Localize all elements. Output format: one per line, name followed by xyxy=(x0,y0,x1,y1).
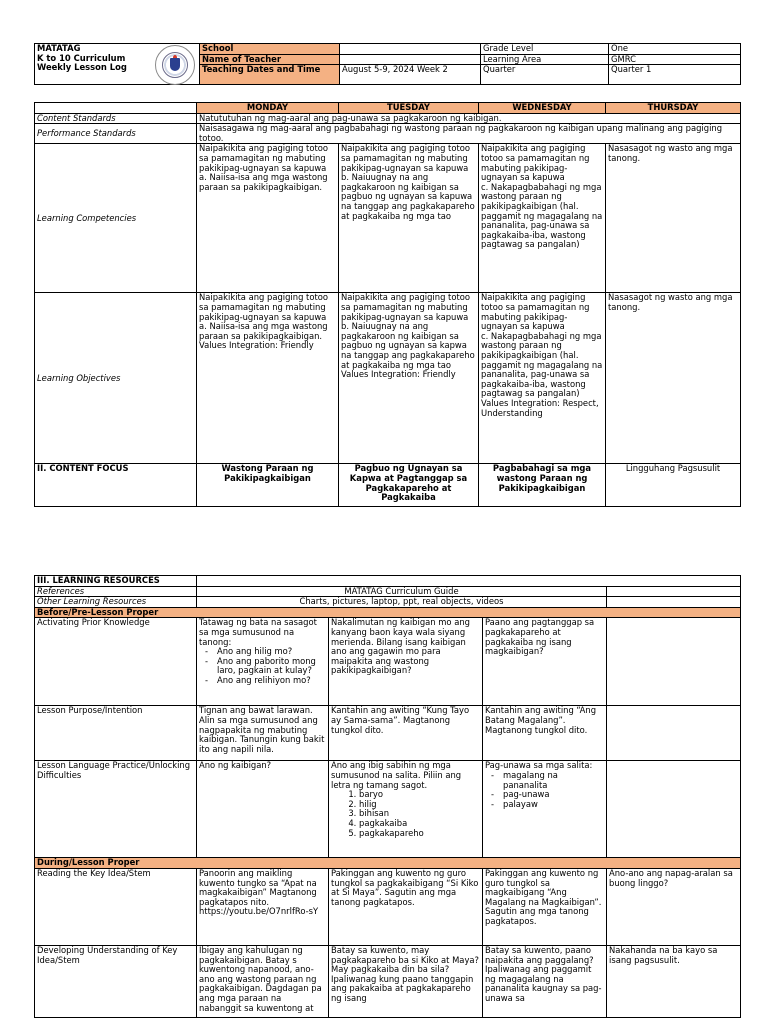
purpose-monday: Tignan ang bawat larawan. Alin sa mga sumusunod ang nagpapakita ng mabuting kaibigan. Tanungin kung bakit ito ang napili nila. xyxy=(197,706,329,761)
competencies-label: Learning Competencies xyxy=(35,144,197,293)
references-label: References xyxy=(35,586,197,597)
language-tuesday xyxy=(329,761,483,858)
other-resources-value: Charts, pictures, laptop, ppt, real objects, videos xyxy=(197,597,607,608)
content-standards-label: Content Standards xyxy=(35,113,197,124)
activating-wednesday: Paano ang pagtanggap sa pagkakapareho at pagkakaiba ng isang magkaibigan? xyxy=(483,618,607,706)
competencies-tuesday: Naipakikita ang pagiging totoo sa pamamagitan ng mabuting pakikipag-ugnayan sa kapuwa b. Naiuugnay na ang pagkakaroon ng kaibigan sa pagbuo ng ugnayan sa kapuwa na tanggap ang pagkakapareho at pagkakaiba ng mga tao xyxy=(339,144,479,293)
purpose-tuesday: Kantahin ang awiting “Kung Tayo ay Sama-sama”. Magtanong tungkol dito. xyxy=(329,706,483,761)
day-header-monday: MONDAY xyxy=(197,103,339,114)
language-wednesday xyxy=(483,761,607,858)
resources-section-title: III. LEARNING RESOURCES xyxy=(35,576,197,587)
objectives-tuesday: Naipakikita ang pagiging totoo sa pamamagitan ng mabuting pakikipag-ugnayan sa kapuwa b. Naiuugnay na ang pagkakaroon ng kaibigan sa pagbuo ng ugnayan sa kapwa na tanggap ang pagkakapareho at pagkakaiba ng mga tao Values Integration: Friendly xyxy=(339,293,479,464)
activating-monday-intro: Tatawag ng bata na sasagot sa mga sumusunod na tanong: xyxy=(199,617,317,647)
dates-label: Teaching Dates and Time xyxy=(200,65,340,85)
procedures-table xyxy=(34,575,741,1018)
content-focus-wednesday: Pagbabahagi sa mga wastong Paraan ng Pakikipagkaibigan xyxy=(479,464,606,507)
developing-tuesday: Batay sa kuwento, may pagkakapareho ba si Kiko at Maya? May pagkakaiba din ba sila? Ipaliwanag kung paano tanggapin ang pakakaiba at pagkakapareho ng isang xyxy=(329,945,483,1017)
activating-tuesday: Nakalimutan ng kaibigan mo ang kanyang baon kaya wala siyang merienda. Bilang isang kaibigan ano ang gagawin mo para maipakita ang wastong pakikipagkaibigan? xyxy=(329,618,483,706)
developing-wednesday: Batay sa kuwento, paano naipakita ang paggalang? Ipaliwanag ang paggamit ng magagalang na pananalita kaugnay sa pag-unawa sa xyxy=(483,945,607,1017)
content-standards-text: Natututuhan ng mag-aaral ang pag-unawa sa pagkakaroon ng kaibigan. xyxy=(197,113,741,124)
purpose-thursday xyxy=(607,706,741,761)
list-item: 4. pagkakaiba xyxy=(359,819,480,829)
competencies-thursday: Nasasagot ng wasto ang mga tanong. xyxy=(606,144,741,293)
content-focus-tuesday: Pagbuo ng Ugnayan sa Kapwa at Pagtanggap sa Pagkakapareho at Pagkakaiba xyxy=(339,464,479,507)
day-header-wednesday: WEDNESDAY xyxy=(479,103,606,114)
header-table xyxy=(34,43,741,85)
quarter-value: Quarter 1 xyxy=(609,65,741,85)
during-lesson-section: During/Lesson Proper xyxy=(35,858,741,869)
quarter-label: Quarter xyxy=(481,65,609,85)
purpose-wednesday: Kantahin ang awiting “Ang Batang Magalang”. Magtanong tungkol dito. xyxy=(483,706,607,761)
deped-seal-icon xyxy=(155,45,195,85)
day-header-tuesday: TUESDAY xyxy=(339,103,479,114)
dates-value: August 5-9, 2024 Week 2 xyxy=(340,65,481,85)
activating-label: Activating Prior Knowledge xyxy=(35,618,197,706)
day-header-thursday: THURSDAY xyxy=(606,103,741,114)
learning-area-value: GMRC xyxy=(609,54,741,65)
list-item: - palayaw xyxy=(503,800,604,810)
list-item: 1. baryo xyxy=(359,790,480,800)
reading-wednesday: Pakinggan ang kuwento ng guro tungkol sa magkaibigang “Ang Magalang na Magkaibigan”. Sagutin ang mga tanong pagkatapos. xyxy=(483,868,607,945)
learning-area-label: Learning Area xyxy=(481,54,609,65)
school-value xyxy=(340,44,481,55)
reading-tuesday: Pakinggan ang kuwento ng guro tungkol sa pagkakaibigang “Si Kiko at Si Maya”. Sagutin ang mga tanong pagkatapos. xyxy=(329,868,483,945)
developing-monday: Ibigay ang kahulugan ng pagkakaibigan. Batay s kuwentong napanood, ano-ano ang wastong paraan ng pagkakaibigan. Dagdagan pa ang mga paraan na nabanggit sa kuwentong at xyxy=(197,945,329,1017)
language-thursday xyxy=(607,761,741,858)
developing-label: Developing Understanding of Key Idea/Stem xyxy=(35,945,197,1017)
performance-standards-label: Performance Standards xyxy=(35,124,197,144)
other-resources-thursday xyxy=(607,597,741,608)
teacher-value xyxy=(340,54,481,65)
corner-cell xyxy=(35,103,197,114)
language-tuesday-list xyxy=(331,790,480,838)
activating-monday-list xyxy=(199,647,326,685)
content-focus-monday: Wastong Paraan ng Pakikipagkaibigan xyxy=(197,464,339,507)
language-wednesday-intro: Pag-unawa sa mga salita: xyxy=(485,760,593,771)
objectives-monday: Naipakikita ang pagiging totoo sa pamamagitan ng mabuting pakikipag-ugnayan sa kapuwa a. Naiisa-isa ang mga wastong paraan sa pakikipagkaibigan. Values Integration: Friendly xyxy=(197,293,339,464)
objectives-wednesday: Naipakikita ang pagiging totoo sa pamamagitan ng mabuting pakikipag-ugnayan sa kapuwa c. Nakapagbabahagi ng mga wastong paraan ng pakikipagkaibigan (hal. paggamit ng magagalang na pananalita, pag-unawa sa pagkakaiba-iba, wastong pagtawag sa pangalan) Values Integration: Respect, Understanding xyxy=(479,293,606,464)
competencies-monday: Naipakikita ang pagiging totoo sa pamamagitan ng mabuting pakikipag-ugnayan sa kapuwa a. Naiisa-isa ang mga wastong paraan sa pakikipagkaibigan. xyxy=(197,144,339,293)
performance-standards-text: Naisasagawa ng mag-aaral ang pagbabahagi ng wastong paraan ng pagkakaroon ng kaibigan upang malinang ang pagiging totoo. xyxy=(197,124,741,144)
list-item: - Ano ang hilig mo? xyxy=(217,647,326,657)
reading-monday: Panoorin ang maikling kuwento tungko sa “Apat na magkakaibigan” Magtanong pagkatapos nito. https://youtu.be/O7nrlfRo-sY xyxy=(197,868,329,945)
language-wednesday-list xyxy=(485,771,604,809)
activating-thursday xyxy=(607,618,741,706)
list-item: - magalang na pananalita xyxy=(503,771,604,790)
lesson-log-title: MATATAG K to 10 Curriculum Weekly Lesson Log xyxy=(35,44,200,85)
resources-title-filler xyxy=(197,576,741,587)
grade-label: Grade Level xyxy=(481,44,609,55)
activating-monday xyxy=(197,618,329,706)
list-item: - Ano ang paborito mong laro, pagkain at kulay? xyxy=(217,657,326,676)
school-label: School xyxy=(200,44,340,55)
content-focus-thursday: Lingguhang Pagsusulit xyxy=(606,464,741,507)
language-monday: Ano ng kaibigan? xyxy=(197,761,329,858)
objectives-table xyxy=(34,102,741,507)
competencies-wednesday: Naipakikita ang pagiging totoo sa pamamagitan ng mabuting pakikipag-ugnayan sa kapuwa c. Nakapagbabahagi ng mga wastong paraan ng pakikipagkaibigan (hal. paggamit ng magagalang na pananalita, pag-unawa sa pagkakaiba-iba, wastong pagtawag sa pangalan) xyxy=(479,144,606,293)
reading-thursday: Ano-ano ang napag-aralan sa buong linggo? xyxy=(607,868,741,945)
purpose-label: Lesson Purpose/Intention xyxy=(35,706,197,761)
content-focus-label: II. CONTENT FOCUS xyxy=(35,464,197,507)
references-value: MATATAG Curriculum Guide xyxy=(197,586,607,597)
objectives-thursday: Nasasagot ng wasto ang mga tanong. xyxy=(606,293,741,464)
reading-label: Reading the Key Idea/Stem xyxy=(35,868,197,945)
objectives-label: Learning Objectives xyxy=(35,293,197,464)
developing-thursday: Nakahanda na ba kayo sa isang pagsusulit. xyxy=(607,945,741,1017)
list-item: - pag-unawa xyxy=(503,790,604,800)
list-item: 3. bihisan xyxy=(359,809,480,819)
teacher-label: Name of Teacher xyxy=(200,54,340,65)
before-lesson-section: Before/Pre-Lesson Proper xyxy=(35,607,741,618)
grade-value: One xyxy=(609,44,741,55)
list-item: 5. pagkakapareho xyxy=(359,829,480,839)
language-label: Lesson Language Practice/Unlocking Difficulties xyxy=(35,761,197,858)
language-tuesday-intro: Ano ang ibig sabihin ng mga sumusunod na salita. Piliin ang letra ng tamang sagot. xyxy=(331,760,462,790)
list-item: 2. hilig xyxy=(359,800,480,810)
other-resources-label: Other Learning Resources xyxy=(35,597,197,608)
list-item: - Ano ang relihiyon mo? xyxy=(217,676,326,686)
references-thursday xyxy=(607,586,741,597)
